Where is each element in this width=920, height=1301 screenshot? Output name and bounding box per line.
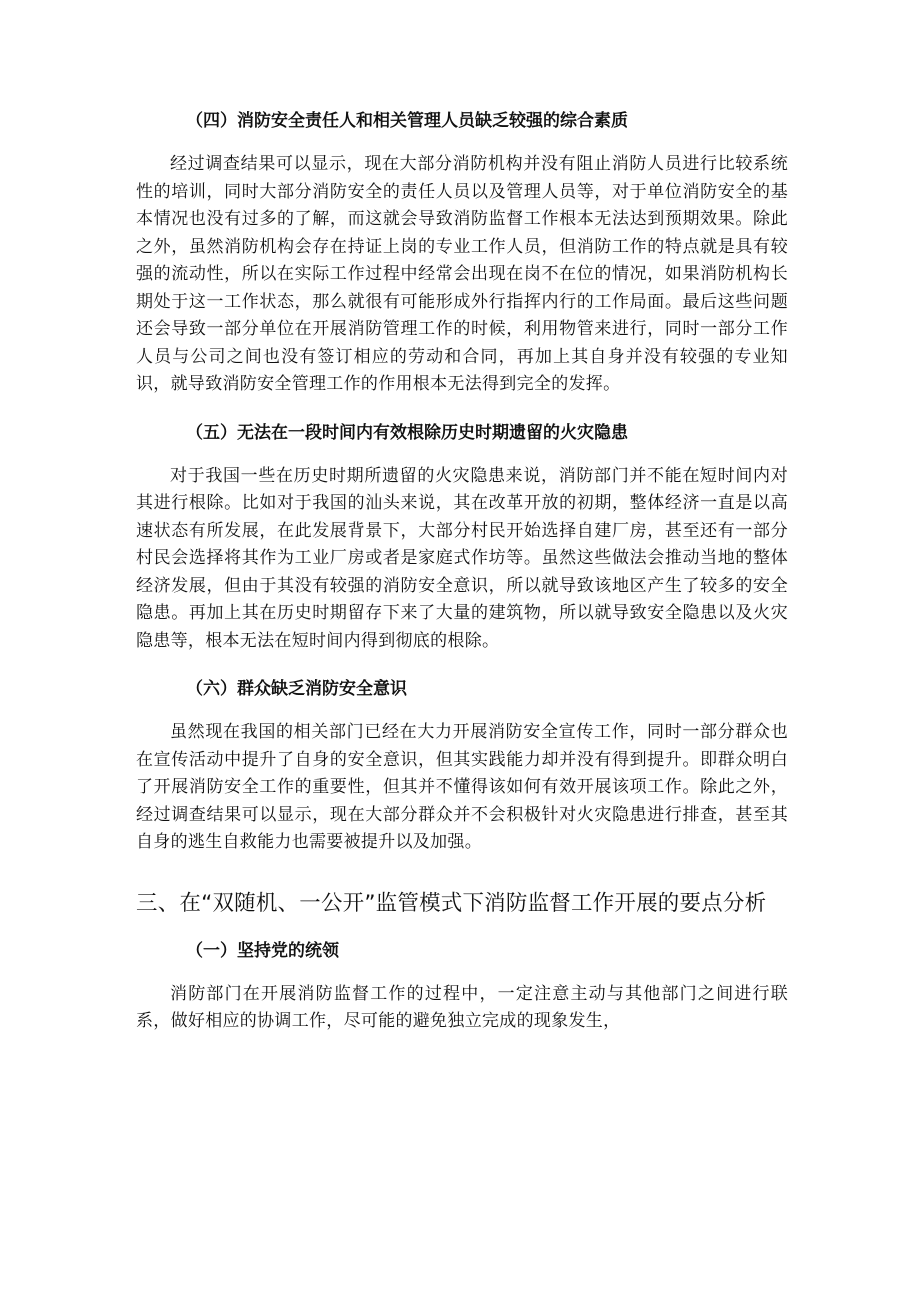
- subsection-heading-4: （四）消防安全责任人和相关管理人员缺乏较强的综合素质: [186, 111, 628, 131]
- paragraph-subsection-5: 对于我国一些在历史时期所遗留的火灾隐患来说，消防部门并不能在短时间内对其进行根除。比如对于我国的汕头来说，其在改革开放的初期，整体经济一直是以高速状态有所发展，在此发展背景下，大部分村民开始选择自建厂房，甚至还有一部分村民会选择将其作为工业厂房或者是家庭式作坊等。虽然这些做法会推动当地的整体经济发展，但由于其没有较强的消防安全意识，所以就导致该地区产生了较多的安全隐患。再加上其在历史时期留存下来了大量的建筑物，所以就导致安全隐患以及火灾隐患等，根本无法在短时间内得到彻底的根除。: [136, 465, 788, 651]
- paragraph-subsection-6: 虽然现在我国的相关部门已经在大力开展消防安全宣传工作，同时一部分群众也在宣传活动中提升了自身的安全意识，但其实践能力却并没有得到提升。即群众明白了开展消防安全工作的重要性，但其并不懂得该如何有效开展该项工作。除此之外，经过调查结果可以显示，现在大部分群众并不会积极针对火灾隐患进行排查，甚至其自身的逃生自救能力也需要被提升以及加强。: [136, 722, 788, 852]
- subsection-heading-6: （六）群众缺乏消防安全意识: [186, 679, 407, 699]
- section-title-3: 三、在“双随机、一公开”监管模式下消防监督工作开展的要点分析: [136, 890, 767, 916]
- paragraph-subsection-4: 经过调查结果可以显示，现在大部分消防机构并没有阻止消防人员进行比较系统性的培训，同时大部分消防安全的责任人员以及管理人员等，对于单位消防安全的基本情况也没有过多的了解，而这就会导致消防监督工作根本无法达到预期效果。除此之外，虽然消防机构会存在持证上岗的专业工作人员，但消防工作的特点就是具有较强的流动性，所以在实际工作过程中经常会出现在岗不在位的情况，如果消防机构长期处于这一工作状态，那么就很有可能形成外行指挥内行的工作局面。最后这些问题还会导致一部分单位在开展消防管理工作的时候，利用物管来进行，同时一部分工作人员与公司之间也没有签订相应的劳动和合同，再加上其自身并没有较强的专业知识，就导致消防安全管理工作的作用根本无法得到完全的发挥。: [136, 154, 788, 394]
- subsection-heading-3-1: （一）坚持党的统领: [186, 940, 339, 961]
- subsection-heading-5: （五）无法在一段时间内有效根除历史时期遗留的火灾隐患: [186, 422, 628, 443]
- document-content: [136, 108, 788, 1057]
- paragraph-subsection-3-1: 消防部门在开展消防监督工作的过程中，一定注意主动与其他部门之间进行联系，做好相应的协调工作，尽可能的避免独立完成的现象发生，: [136, 983, 788, 1031]
